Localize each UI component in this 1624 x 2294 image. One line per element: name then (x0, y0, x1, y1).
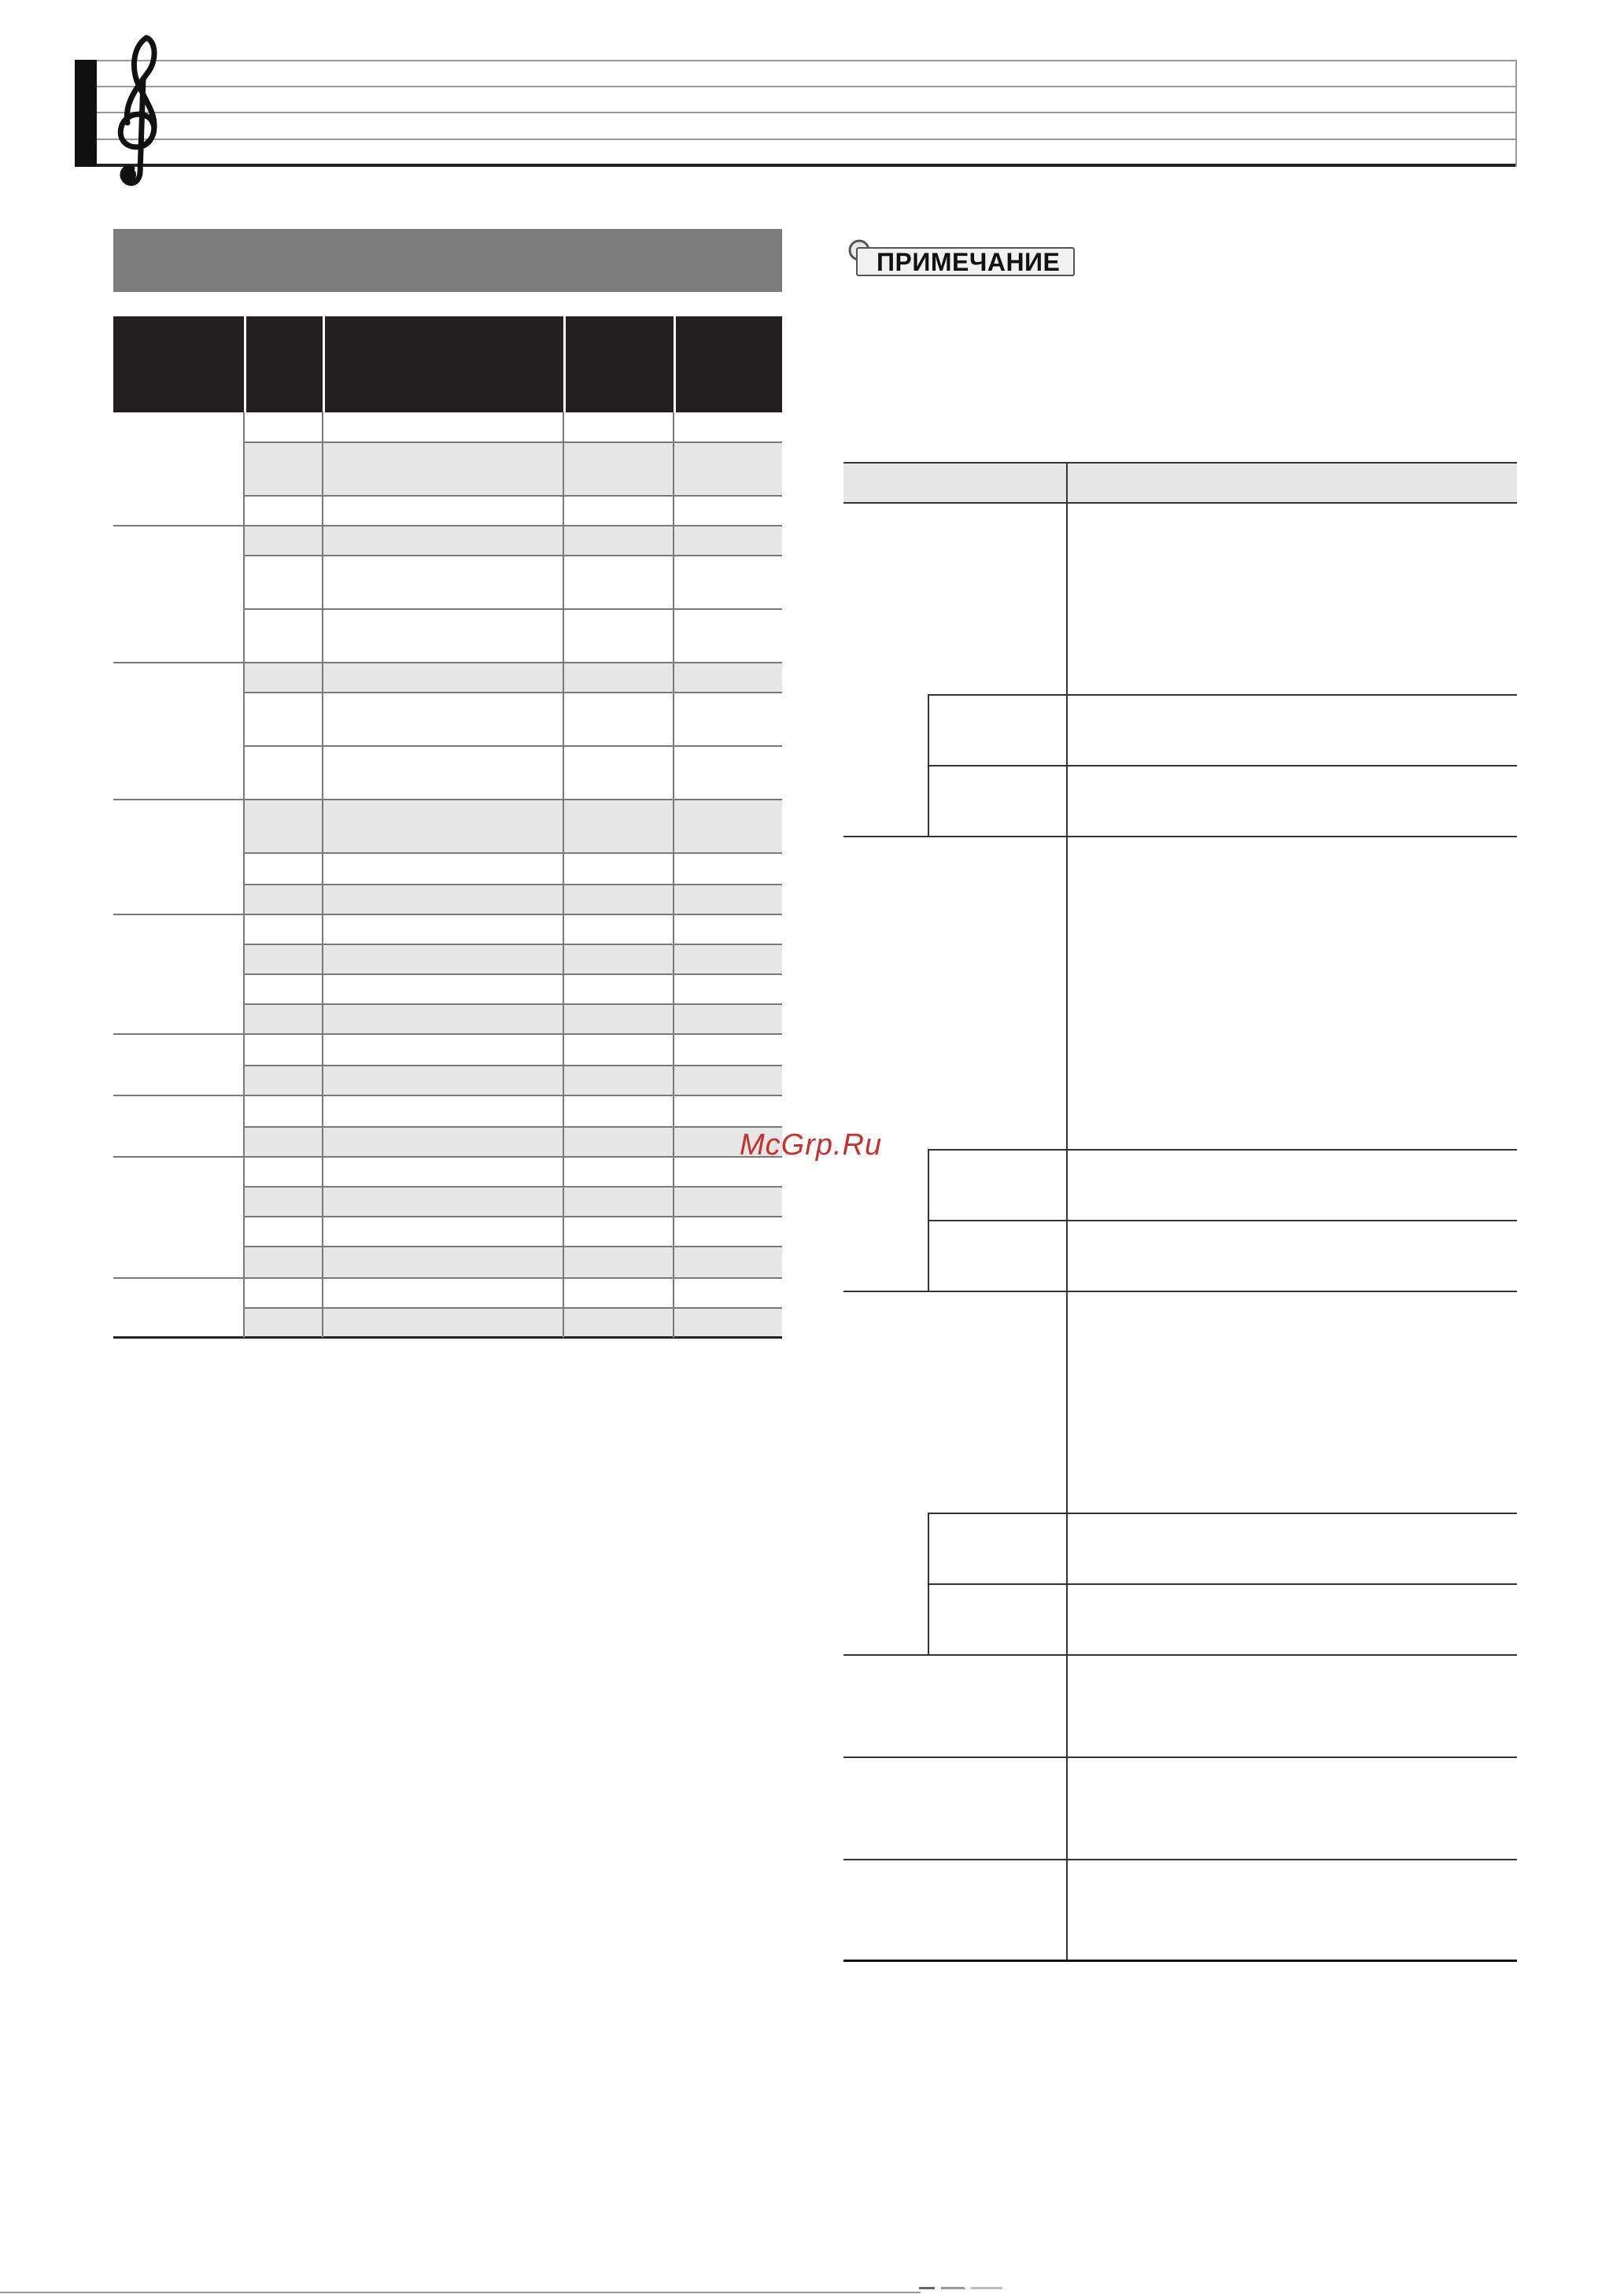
table-row-shade (244, 442, 782, 496)
table-row-line (244, 555, 782, 556)
table-row-shade (244, 663, 782, 693)
table-row-line (244, 1246, 782, 1247)
table-row-line (843, 1654, 1517, 1656)
table-row-line (244, 1065, 782, 1066)
staff-line-bottom (97, 164, 1517, 167)
table-subcolumn-line (928, 1149, 929, 1291)
table-row-shade (244, 526, 782, 556)
table-row-line (928, 694, 1517, 696)
table-row-line (113, 525, 782, 526)
table-row-line (113, 1095, 782, 1096)
table-row-line (928, 765, 1517, 767)
table-row-shade (244, 885, 782, 914)
left-table-header (113, 316, 782, 412)
table-row-line (843, 1757, 1517, 1758)
table-row-line (113, 1156, 782, 1158)
table-column-line (1066, 462, 1068, 1962)
table-row-line (244, 692, 782, 693)
table-row-line (843, 836, 1517, 837)
table-row-line (244, 884, 782, 885)
table-row-shade (244, 1066, 782, 1095)
table-row-line (244, 1003, 782, 1005)
table-row-line (244, 973, 782, 975)
staff-end (1515, 60, 1517, 167)
table-row-line (928, 1149, 1517, 1151)
staff-bar (75, 60, 97, 167)
note-heading: ПРИМЕЧАНИЕ (877, 248, 1061, 276)
watermark-text: McGrp.Ru (740, 1129, 883, 1162)
footer-line (0, 2292, 921, 2293)
table-row-line (843, 1859, 1517, 1860)
table-row-line (113, 1277, 782, 1279)
table-row-line (113, 1033, 782, 1035)
table-row-line (244, 441, 782, 443)
table-row-shade (244, 1004, 782, 1034)
table-column-line (243, 412, 245, 1338)
table-row-line (113, 662, 782, 663)
table-top-line (843, 462, 1517, 464)
table-row-shade (244, 1247, 782, 1278)
section-title-bar (113, 229, 782, 292)
table-row-line (843, 1291, 1517, 1292)
staff-line (97, 60, 1517, 61)
table-row-shade (244, 1308, 782, 1338)
staff-line (97, 112, 1517, 113)
table-subcolumn-line (928, 694, 929, 836)
table-row-line (244, 1186, 782, 1188)
staff-line (97, 139, 1517, 140)
table-row-line (244, 1216, 782, 1217)
table-row-line (113, 799, 782, 800)
table-row-line (113, 914, 782, 915)
table-bottom-line (843, 1960, 1517, 1962)
table-row-shade (244, 944, 782, 974)
table-row-shade (244, 1187, 782, 1217)
table-row-line (244, 1126, 782, 1128)
table-column-line (673, 412, 674, 1338)
right-table-header (843, 463, 1517, 502)
table-row-line (244, 944, 782, 945)
table-row-line (244, 495, 782, 497)
table-row-shade (244, 800, 782, 853)
table-row-line (928, 1220, 1517, 1221)
table-row-line (928, 1583, 1517, 1585)
staff-line (97, 86, 1517, 87)
table-row-line (244, 852, 782, 854)
table-row-line (244, 608, 782, 610)
table-subcolumn-line (928, 1513, 929, 1654)
table-bottom-line (113, 1336, 782, 1339)
table-column-line (322, 412, 323, 1338)
treble-clef-icon (101, 31, 179, 189)
table-row-shade (244, 1127, 782, 1157)
footer-mark (919, 2287, 1006, 2292)
table-row-line (244, 745, 782, 747)
table-row-line (928, 1513, 1517, 1514)
table-column-line (563, 412, 564, 1338)
table-row-line (244, 1307, 782, 1309)
table-header-line (843, 502, 1517, 504)
